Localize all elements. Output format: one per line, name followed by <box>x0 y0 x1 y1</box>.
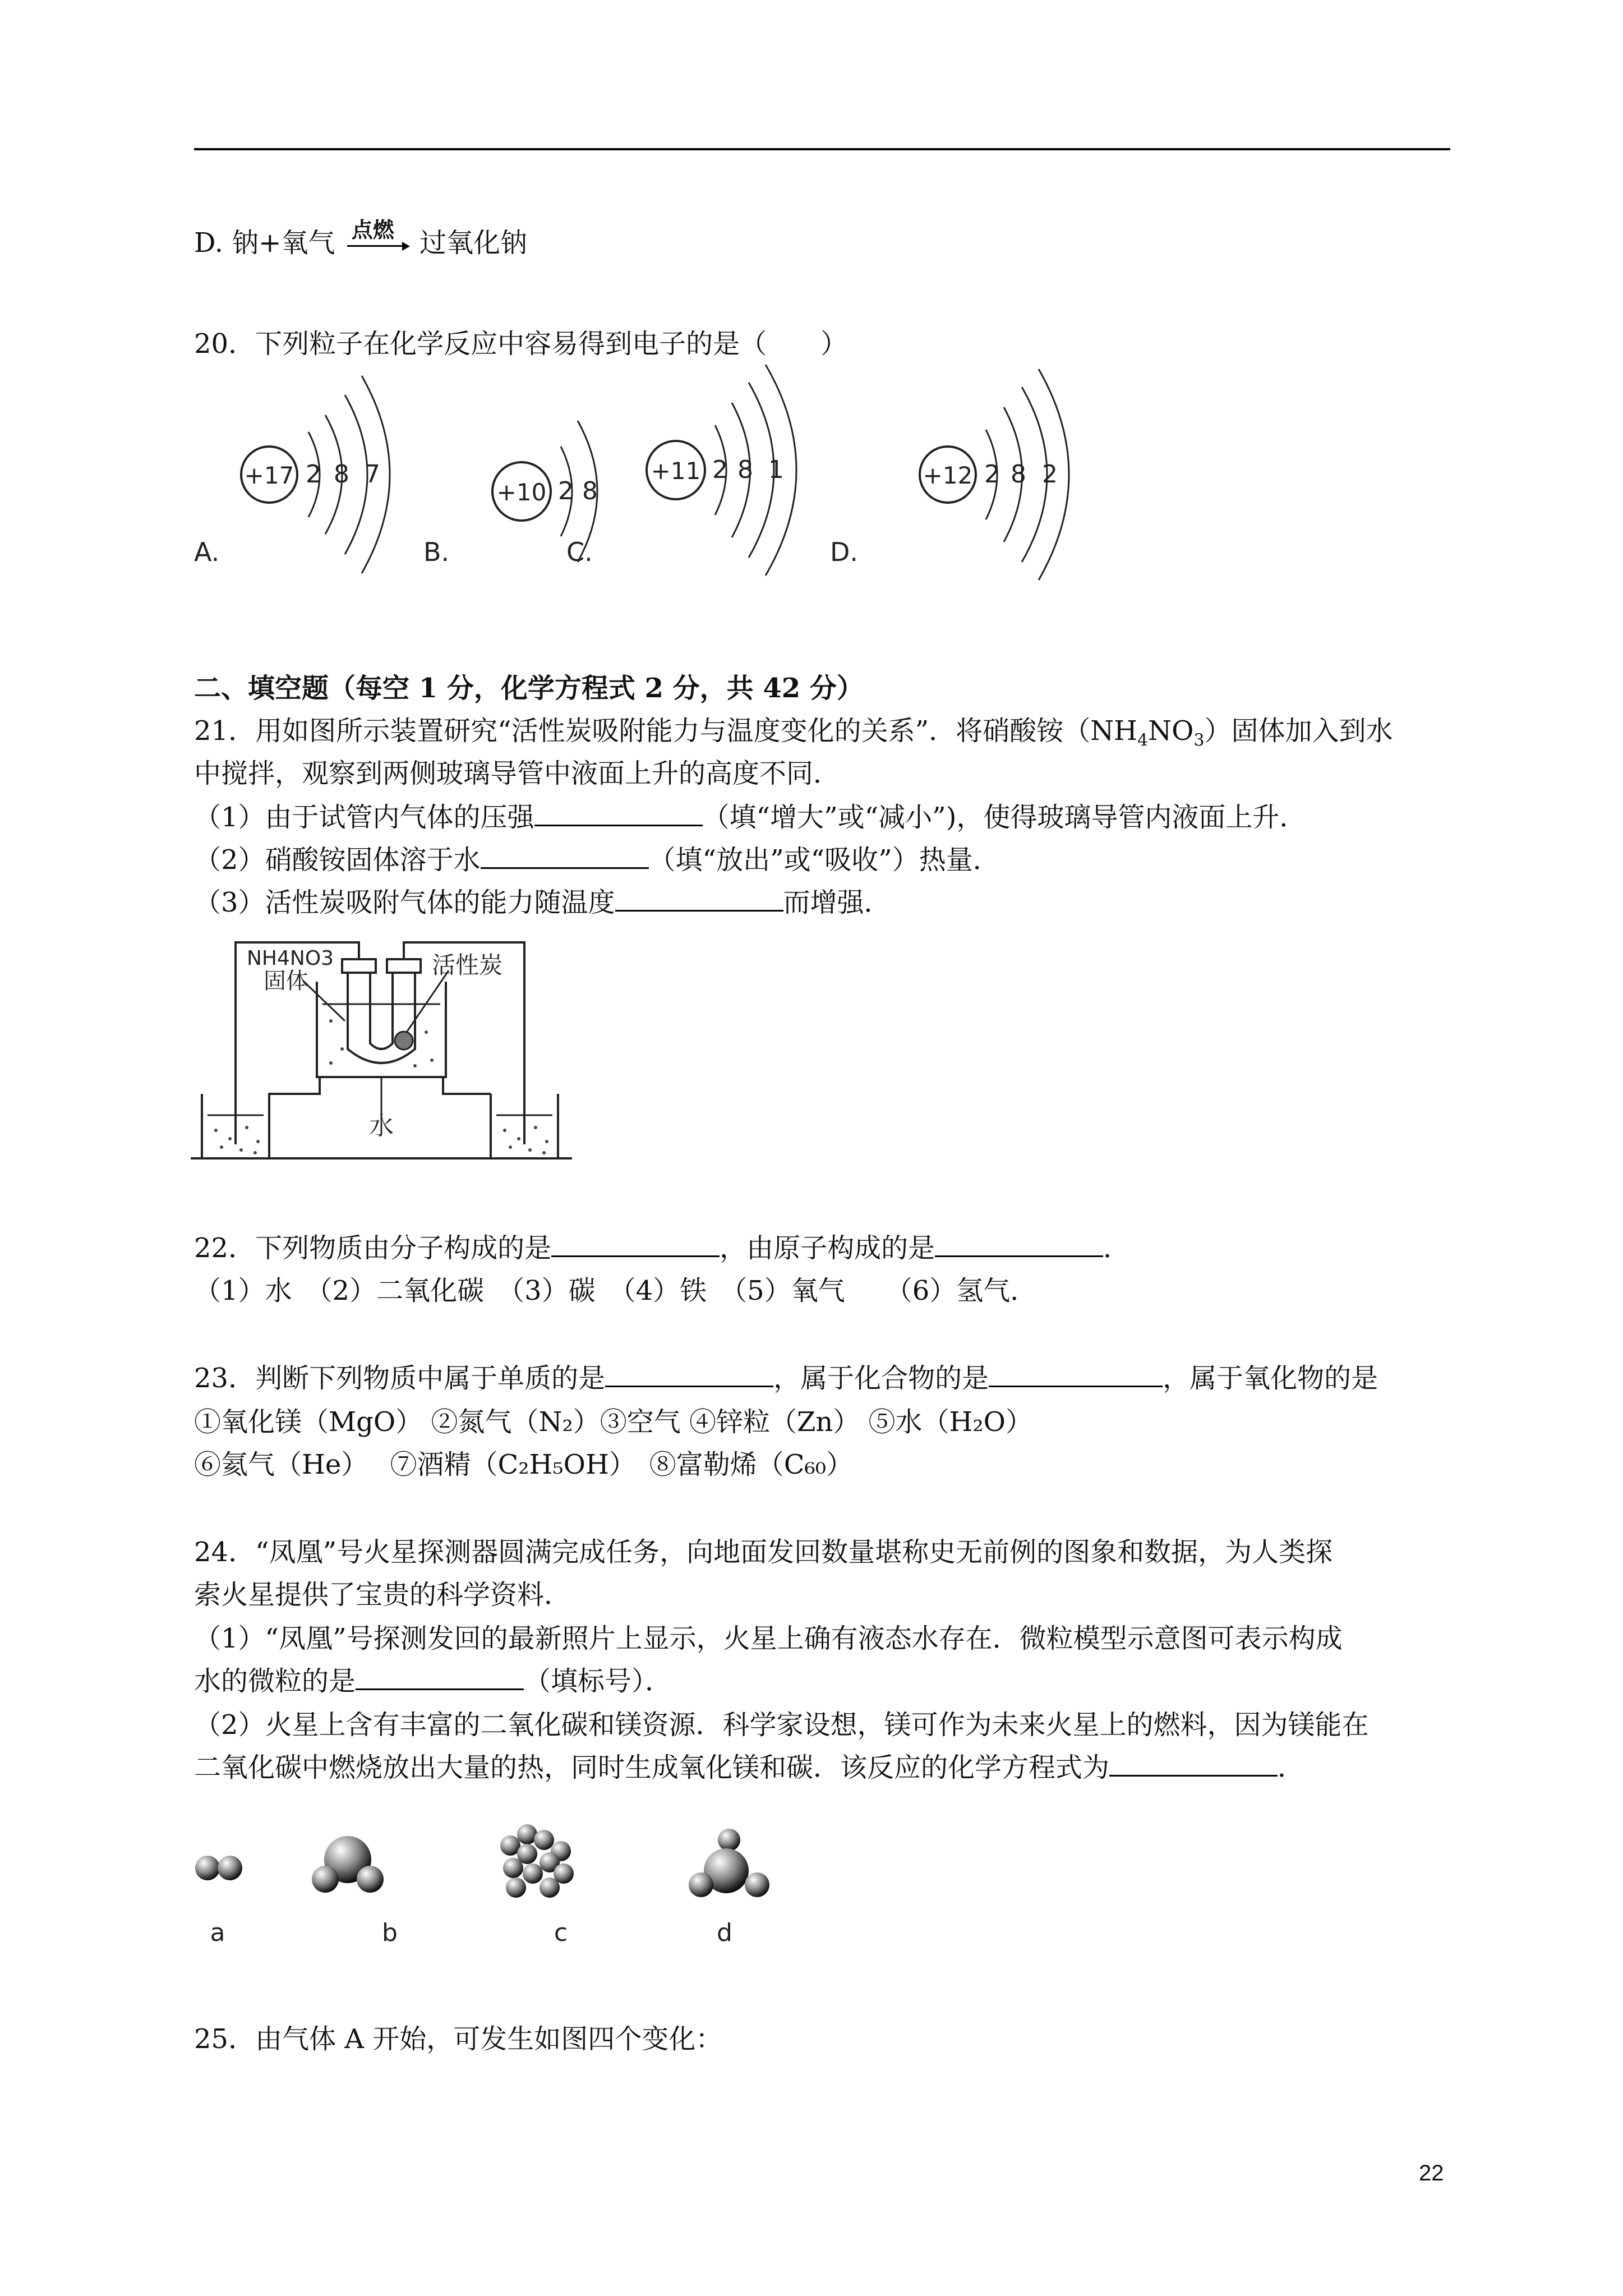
q24-p1-text: 水的微粒的是 <box>194 1665 356 1697</box>
atom-b-e1: 2 <box>558 477 574 505</box>
atom-d-e1: 2 <box>984 460 1000 489</box>
q24-blank-1[interactable] <box>356 1664 524 1690</box>
option-a-letter: A. <box>194 537 220 567</box>
q23-line3: ⑥氦气（He） ⑦酒精（C₂H₅OH） ⑧富勒烯（C₆₀） <box>194 1449 854 1480</box>
q24-part1-line1: （1）“凤凰”号探测发回的最新照片上显示，火星上确有液态水存在．微粒模型示意图可表示构成 <box>194 1623 1343 1654</box>
atom-b-nucleus: +10 <box>496 478 547 506</box>
label-solid: 固体 <box>264 968 308 994</box>
q24-p1-hint: （填标号）． <box>524 1665 672 1697</box>
q23-line2: ①氧化镁（MgO） ②氮气（N₂）③空气 ④锌粒（Zn） ⑤水（H₂O） <box>194 1406 1032 1438</box>
option-b-letter: B. <box>423 537 450 567</box>
q23-line1 <box>194 1360 1378 1397</box>
q21-part3 <box>194 884 891 921</box>
q22-items: （1）水 （2）二氧化碳 （3）碳 （4）铁 （5）氧气 （6）氢气． <box>194 1275 1038 1306</box>
model-label-b: b <box>382 1918 398 1947</box>
atom-a-e3: 7 <box>365 460 380 489</box>
q24-part1-line2 <box>194 1663 672 1700</box>
q21-blank-2[interactable] <box>481 843 649 869</box>
atom-d-e2: 8 <box>1011 460 1026 489</box>
atom-diagram-a <box>194 376 390 573</box>
reaction-condition: 点燃 <box>351 217 394 242</box>
atom-a-e1: 2 <box>306 460 321 489</box>
q21-p1-text: （1）由于试管内气体的压强 <box>194 802 534 833</box>
q21-line1-end: ）固体加入到水 <box>1204 715 1393 747</box>
q22-line1 <box>194 1230 1130 1267</box>
q21-p3-hint: 而增强． <box>783 887 891 918</box>
section2-heading: 二、填空题（每空 1 分，化学方程式 2 分，共 42 分） <box>194 673 864 704</box>
q24-blank-2[interactable] <box>1109 1750 1278 1777</box>
q24-line1: 24．“凤凰”号火星探测器圆满完成任务，向地面发回数量堪称史无前例的图象和数据，为人类探 <box>194 1536 1333 1568</box>
q24-particle-models <box>191 1823 796 1952</box>
q23-blank-elements[interactable] <box>605 1361 773 1387</box>
q22-blank-molecules[interactable] <box>551 1231 720 1257</box>
atom-diagram-c <box>566 365 796 576</box>
q24-p2-text: 二氧化碳中燃烧放出大量的热，同时生成氧化镁和碳．该反应的化学方程式为 <box>194 1752 1110 1783</box>
q21-mid: NO <box>1148 715 1194 747</box>
q21-line1 <box>194 712 1393 760</box>
atom-c-e2: 8 <box>737 455 753 484</box>
option-c-letter: C. <box>566 537 593 567</box>
q21-sub4: 4 <box>1137 730 1149 751</box>
q22-text-end: ． <box>1103 1232 1131 1264</box>
q19-d-prefix: D. 钠+氧气 <box>194 227 335 259</box>
q22-blank-atoms[interactable] <box>935 1231 1103 1257</box>
page-number: 22 <box>1419 2161 1444 2185</box>
atom-c-e3: 1 <box>768 455 784 484</box>
q21-p3-text: （3）活性炭吸附气体的能力随温度 <box>194 887 615 918</box>
atom-d-nucleus: +12 <box>923 462 973 489</box>
q23-text-b: ，属于化合物的是 <box>773 1363 989 1394</box>
q21-p1-hint: （填“增大”或“减小”)，使得玻璃导管内液面上升． <box>702 802 1307 833</box>
q24-part2-line2 <box>194 1749 1304 1786</box>
q23-blank-compounds[interactable] <box>989 1361 1163 1387</box>
model-b <box>312 1836 384 1893</box>
q21-p2-text: （2）硝酸铵固体溶于水 <box>194 844 481 876</box>
q21-line2: 中搅拌，观察到两侧玻璃导管中液面上升的高度不同． <box>194 758 841 789</box>
q22-text-b: ，由原子构成的是 <box>720 1232 935 1264</box>
q24-p2-end: ． <box>1278 1752 1305 1783</box>
model-c <box>500 1824 574 1898</box>
q21-sub3: 3 <box>1193 730 1205 751</box>
option-d-letter: D. <box>830 537 859 567</box>
atom-diagram-d <box>830 369 1069 580</box>
q21-p2-hint: （填“放出”或“吸收”）热量． <box>648 844 1000 876</box>
q21-apparatus-figure <box>191 937 572 1172</box>
model-a <box>195 1856 242 1880</box>
model-label-d: d <box>717 1918 732 1947</box>
model-label-a: a <box>210 1918 225 1947</box>
label-compound: NH4NO3 <box>247 947 334 970</box>
q21-line1-a: 21．用如图所示装置研究“活性炭吸附能力与温度变化的关系”．将硝酸铵（NH <box>194 715 1138 747</box>
q20-stem: 20．下列粒子在化学反应中容易得到电子的是（ ） <box>194 328 848 360</box>
q24-line2: 索火星提供了宝贵的科学资料． <box>194 1579 571 1611</box>
atom-a-nucleus: +17 <box>244 462 294 489</box>
q21-blank-3[interactable] <box>615 885 783 912</box>
q25-line1: 25．由气体 A 开始，可发生如图四个变化： <box>194 2023 723 2055</box>
q20-atom-diagrams <box>191 337 1099 583</box>
q19-option-d <box>194 217 528 262</box>
q22-text-a: 22．下列物质由分子构成的是 <box>194 1232 552 1264</box>
q21-blank-1[interactable] <box>534 800 703 826</box>
label-water: 水 <box>369 1112 394 1140</box>
header-rule <box>194 148 1450 150</box>
model-label-c: c <box>554 1918 568 1947</box>
q21-part1 <box>194 799 1306 836</box>
atom-b-e2: 8 <box>582 477 598 505</box>
q23-text-c: ，属于氧化物的是 <box>1163 1363 1378 1394</box>
reaction-arrow <box>344 217 411 262</box>
atom-c-nucleus: +11 <box>651 457 701 485</box>
model-d <box>689 1829 769 1897</box>
atom-d-e3: 2 <box>1042 460 1058 489</box>
q23-text-a: 23．判断下列物质中属于单质的是 <box>194 1363 606 1394</box>
atom-a-e2: 8 <box>334 460 349 489</box>
q24-part2-line1: （2）火星上含有丰富的二氧化碳和镁资源．科学家设想，镁可作为未来火星上的燃料，因为镁能在 <box>194 1709 1369 1741</box>
atom-c-e1: 2 <box>712 455 728 484</box>
label-carbon: 活性炭 <box>432 951 503 979</box>
q21-part2 <box>194 841 1000 878</box>
q19-d-product: 过氧化钠 <box>419 227 528 259</box>
